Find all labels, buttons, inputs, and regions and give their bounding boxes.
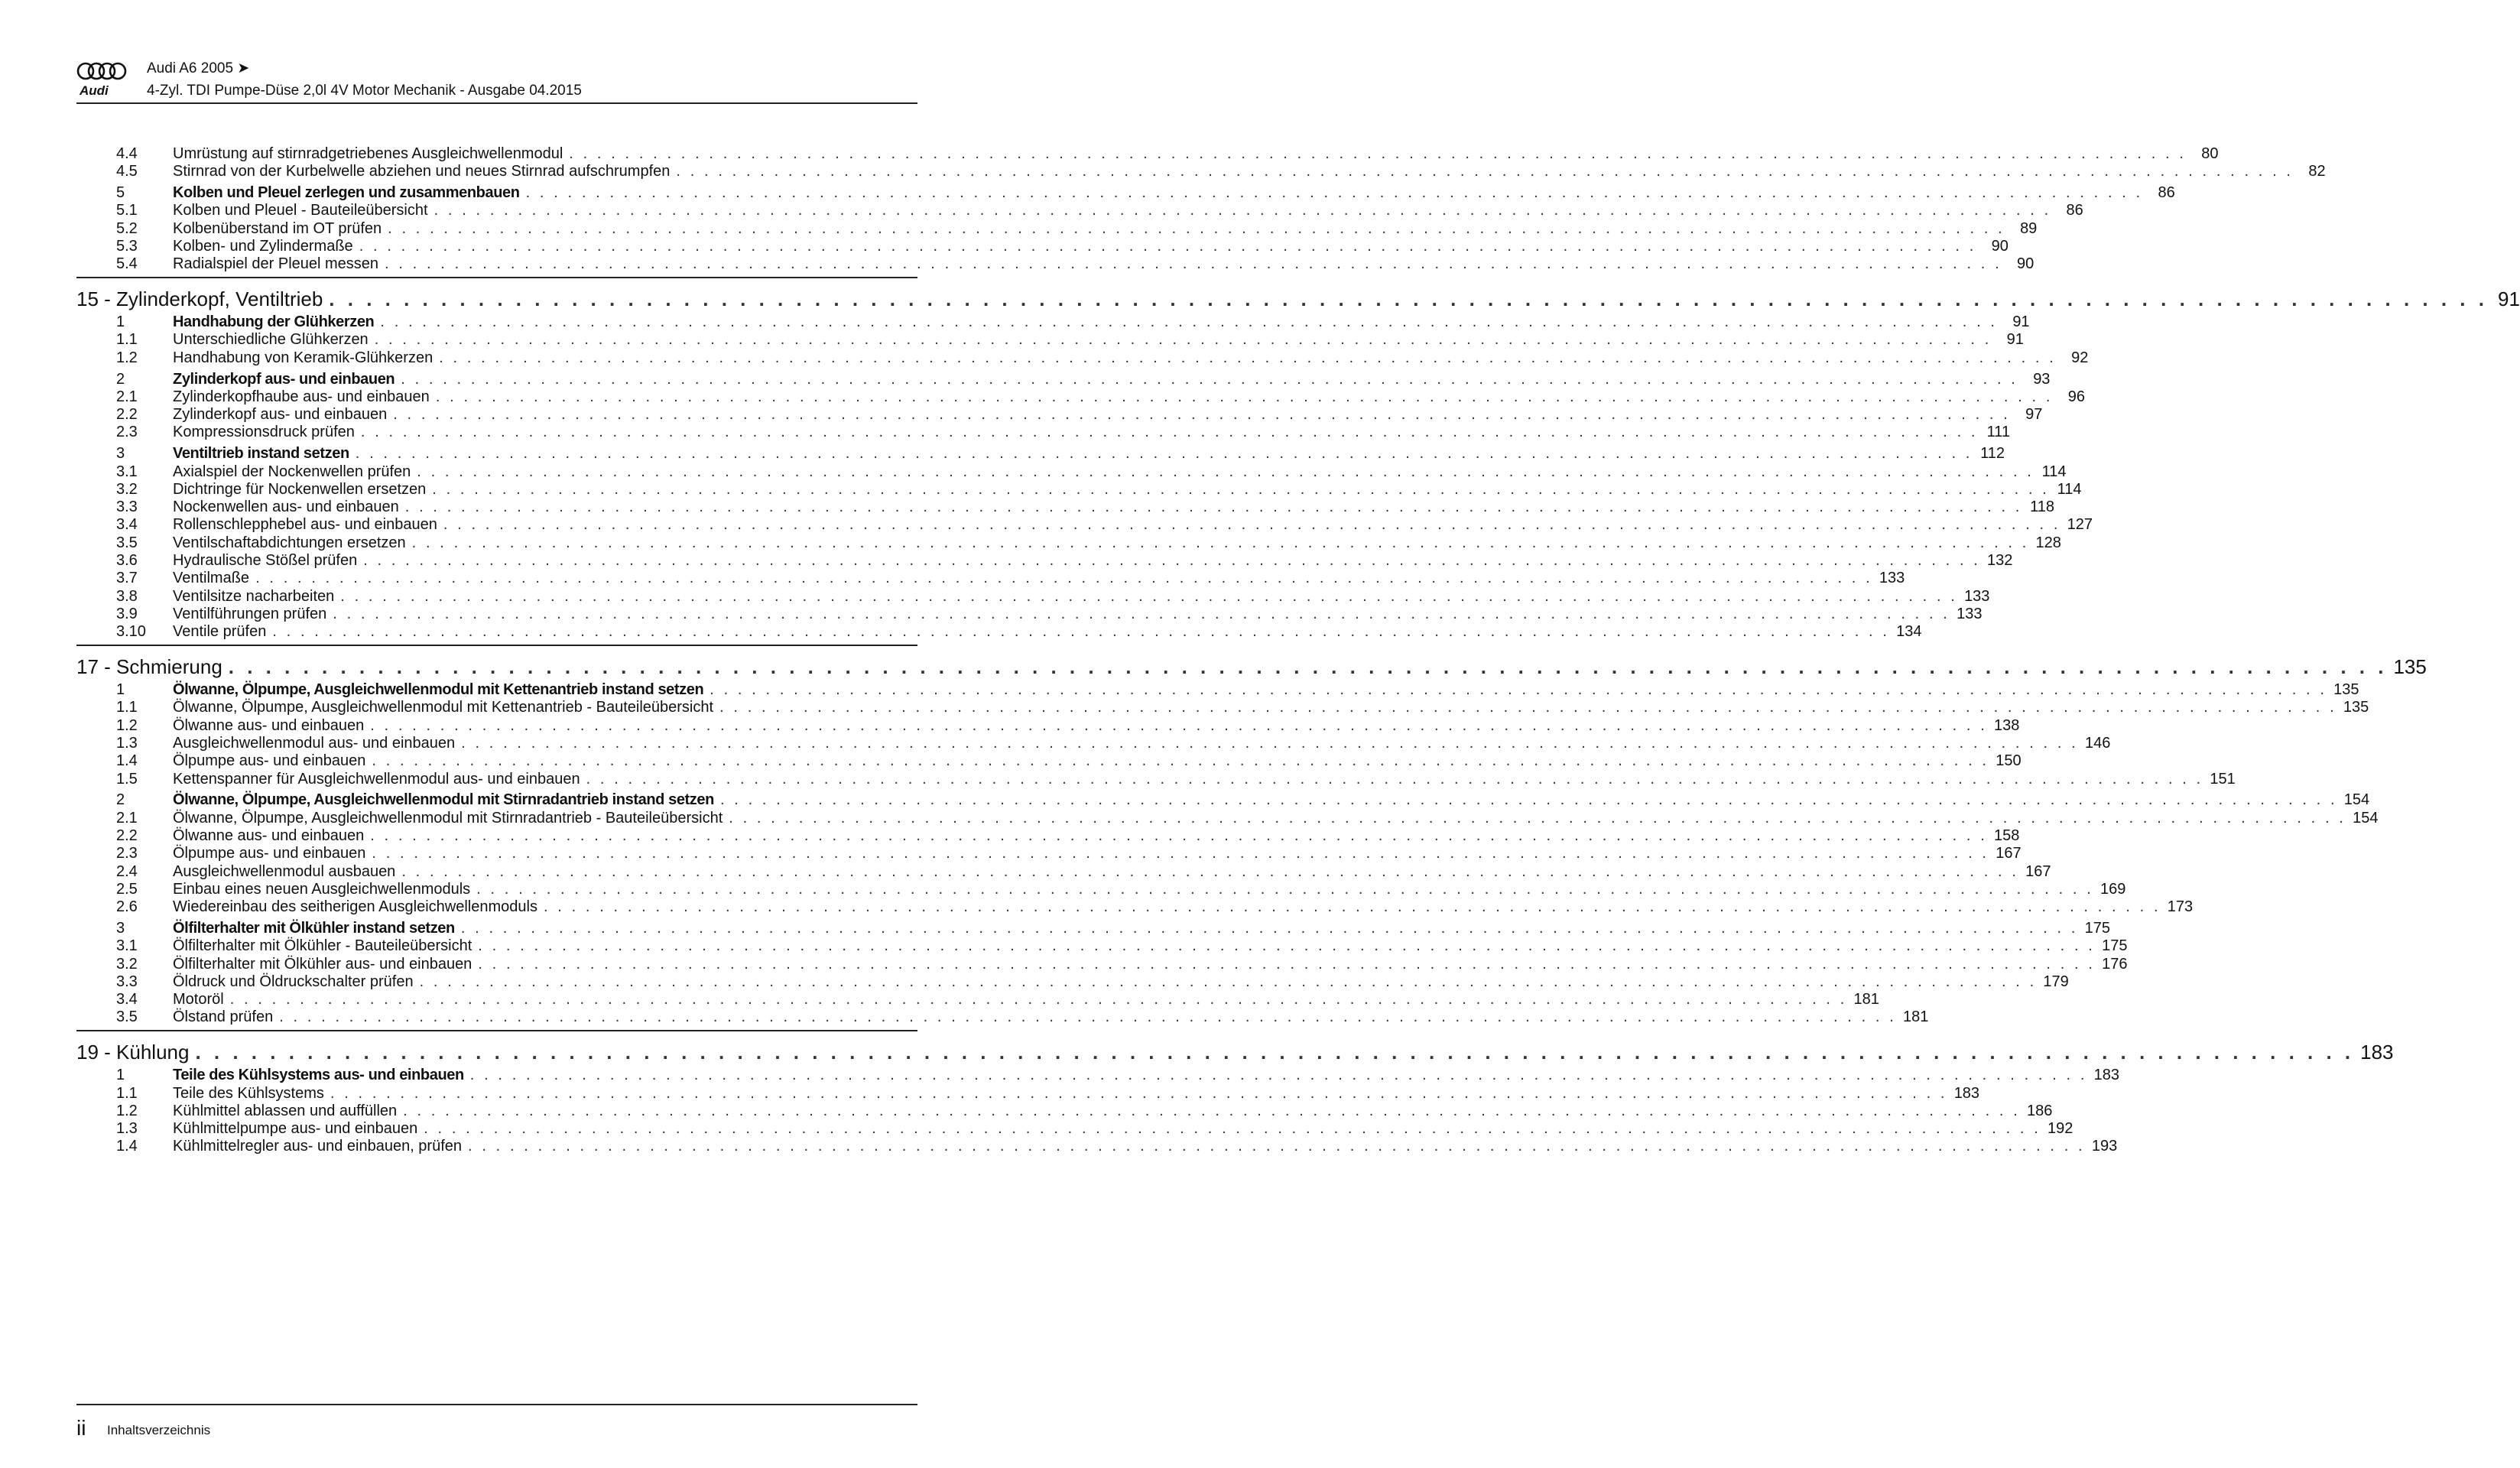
toc-leader-dots: . . . . . . . . . . . . . . . . . . . . . . . . . . . . . . . . . . . . . . . . . . . . . . . . . . . . . . . . . . . . . . . . . . . . . . . . . . . . . . . . . . . . . . . . . . . . . . . . . . . . . . . . . . . . . . . . . . . .	[478, 955, 2096, 973]
toc-page-number: 90	[1991, 238, 2009, 255]
toc-leader-dots: . . . . . . . . . . . . . . . . . . . . . . . . . . . . . . . . . . . . . . . . . . . . . . . . . . . . . . . . . . . . . . . . . . . . . . . . . . . . . . . . . . . . . . . . . . . . . . . . . . . . . . . . . . . . . . . . . . . .	[401, 862, 2019, 880]
toc-entry-row[interactable]	[76, 734, 2111, 752]
toc-title: Ölpumpe aus- und einbauen	[173, 845, 366, 862]
toc-page-number: 135	[2333, 681, 2359, 698]
toc-number: 3.7	[116, 570, 138, 587]
toc-title: Ölfilterhalter mit Ölkühler - Bauteileübersicht	[173, 937, 472, 955]
toc-number: 3.3	[116, 973, 138, 990]
toc-page-number: 183	[2360, 1040, 2394, 1064]
toc-page-number: 173	[2167, 898, 2194, 916]
toc-leader-dots: . . . . . . . . . . . . . . . . . . . . . . . . . . . . . . . . . . . . . . . . . . . . . . . . . . . . . . . . . . . . . . . . . . . . . . . . . . . . . . . . . . . . . . . . . . . . . . . . . . . . . . . . . . . . . . . . . . . .	[478, 937, 2096, 955]
toc-page-number: 181	[1903, 1008, 1929, 1026]
toc-title: Zylinderkopf, Ventiltrieb	[116, 287, 323, 310]
toc-leader-dots: . . . . . . . . . . . . . . . . . . . . . . . . . . . . . . . . . . . . . . . . . . . . . . . . . . . . . . . . . . . . . . . . . . . . . . . . . . . . . . . . . . . . . . . . . . . . . . . . . . . . . . . . . . . . . . . . . . . .	[333, 605, 1950, 622]
toc-title: Ölwanne, Ölpumpe, Ausgleichwellenmodul mit Stirnradantrieb - Bauteileübersicht	[173, 809, 723, 827]
toc-section-row[interactable]	[76, 919, 2111, 937]
toc-entry-row[interactable]	[76, 480, 2082, 499]
footer-divider	[76, 1404, 917, 1405]
toc-number: 1.2	[116, 1102, 138, 1119]
toc-page-number: 86	[2158, 184, 2175, 202]
toc-entry-row[interactable]	[76, 955, 2128, 973]
toc-leader-dots: . . . . . . . . . . . . . . . . . . . . . . . . . . . . . . . . . . . . . . . . . . . . . . . . . . . . . . . . . . . . . . . . . . . . . . . . . . . . . . . . . . . . . . . . . . . . . . . . . . . . . . . . . . . . . . . . . . . .	[272, 623, 1890, 641]
toc-leader-dots: . . . . . . . . . . . . . . . . . . . . . . . . . . . . . . . . . . . . . . . . . . . . . . . . . . . . . . . . . . . . . . . . . . . . . . . . . . . . . . . . . . . . . . . . . . . . . . . . . . . . . . . . . . . . . . . . . . . .	[525, 184, 2143, 202]
toc-number: 1	[116, 681, 125, 698]
toc-entry-row[interactable]	[76, 238, 2009, 255]
toc-number: 3.4	[116, 516, 138, 534]
toc-page-number: 111	[1986, 424, 2011, 441]
toc-title: Ölwanne aus- und einbauen	[173, 716, 365, 734]
toc-page-number: 90	[2016, 255, 2035, 273]
toc-entry-row[interactable]	[76, 424, 2011, 441]
toc-title: Nockenwellen aus- und einbauen	[173, 499, 399, 516]
toc-title: Umrüstung auf stirnradgetriebenes Ausgleichwellenmodul	[173, 145, 563, 162]
toc-leader-dots: . . . . . . . . . . . . . . . . . . . . . . . . . . . . . . . . . . . . . . . . . . . . . . . . . . . . . . . . . . . . . . . . . . . . . . . . . . . . . . . . . . . . . . . . . . . . . . . . . . . . . . . . . . . . . . . . . . . .	[279, 1008, 1897, 1026]
toc-number: 1.3	[116, 1120, 138, 1138]
toc-leader-dots: . . . . . . . . . . . . . . . . . . . . . . . . . . . . . . . . . . . . . . . . . . . . . . . . . . . . . . . . . . . . . . . . . . . . . . . . . . . . . . . . . . . . . . . . . . . . . . . . . . . . . . . . . . . . . . . . . . . .	[255, 570, 1873, 587]
toc-entry-row[interactable]	[76, 605, 1983, 623]
toc-entry-row[interactable]	[76, 331, 2024, 349]
toc-number: 3.10	[116, 623, 146, 641]
header-manual-subtitle: 4-Zyl. TDI Pumpe-Düse 2,0l 4V Motor Mechanik - Ausgabe 04.2015	[147, 83, 582, 99]
toc-chapter-row[interactable]	[76, 654, 2427, 679]
toc-number: 2.1	[116, 809, 138, 827]
toc-number: 1.2	[116, 349, 138, 366]
toc-number: 1.1	[116, 699, 138, 716]
toc-title: Ventiltrieb instand setzen	[173, 445, 349, 463]
toc-page-number: 86	[2066, 202, 2083, 219]
toc-title: Kühlung	[116, 1040, 190, 1064]
toc-section-row[interactable]	[76, 184, 2175, 202]
toc-title: Ölfilterhalter mit Ölkühler instand setzen	[173, 919, 455, 937]
toc-page-number: 135	[2393, 654, 2427, 678]
toc-page-number: 169	[2099, 880, 2126, 898]
toc-number: 4.5	[116, 163, 138, 180]
toc-title: Ventile prüfen	[173, 623, 267, 641]
toc-leader-dots: . . . . . . . . . . . . . . . . . . . . . . . . . . . . . . . . . . . . . . . . . . . . . . . . . . . . . . . . . . . . . . . . . . . . . . . . . . . . . . . . . . . . . . . . . . . . . . . . . . . . . . . . . . . . . . . . . . . .	[710, 681, 2327, 698]
toc-entry-row[interactable]	[76, 463, 2067, 481]
toc-number: 2	[116, 791, 125, 809]
toc-page-number: 134	[1896, 623, 1922, 641]
toc-number: 5	[116, 184, 125, 202]
toc-page-number: 146	[2084, 734, 2111, 752]
toc-number: 2.5	[116, 880, 138, 898]
toc-leader-dots: . . . . . . . . . . . . . . . . . . . . . . . . . . . . . . . . . . . . . . . . . . . . . . . . . . . . . . . . . . . . . . . . . . . . . . . . . . . . . . . . . . . . . . . . . . . . . . . . . . . . . . . . . . . . . . . . . . . .	[468, 1138, 2086, 1155]
page-header	[76, 60, 917, 102]
toc-number: 1	[116, 1067, 125, 1084]
toc-number: 3.2	[116, 955, 138, 973]
toc-entry-row[interactable]	[76, 163, 2326, 180]
toc-page-number: 112	[1980, 445, 2005, 463]
footer-label: Inhaltsverzeichnis	[107, 1423, 211, 1437]
toc-title: Ölwanne, Ölpumpe, Ausgleichwellenmodul mit Kettenantrieb instand setzen	[173, 681, 704, 698]
toc-title: Axialspiel der Nockenwellen prüfen	[173, 463, 411, 480]
toc-leader-dots: . . . . . . . . . . . . . . . . . . . . . . . . . . . . . . . . . . . . . . . . . . . . . . . . . . . . . . . . . . . . . . . . . . . . . . . . . . . . . . . . . . . . . . . . . . . . . . . . . . . . . . . . . . . . . . . . . . . .	[719, 791, 2338, 809]
toc-number: 1.4	[116, 752, 138, 770]
toc-page-number: 151	[2210, 770, 2236, 788]
toc-entry-row[interactable]	[76, 898, 2194, 916]
toc-number: 2.4	[116, 862, 138, 880]
toc-number: 2.2	[116, 827, 138, 844]
toc-page-number: 91	[2012, 313, 2030, 331]
toc-page-number: 91	[2498, 287, 2520, 310]
toc-leader-dots: . . . . . . . . . . . . . . . . . . . . . . . . . . . . . . . . . . . . . . . . . . . . . . . . . . . . . . . . . . . . . . . . . . . . . . . . . . . . . . . . . . . . . . . . . . . . . . . . . . . . . . . . . . . . . . . . . . . .	[385, 255, 2002, 273]
toc-leader-dots: . . . . . . . . . . . . . . . . . . . . . . . . . . . . . . . . . . . . . . . . . . . . . . . . . . . . . . . . . . . . . . . . . . . . . . . . . . . . . . . . . . . . . . . . . . . . . . . . . . . . . . . . . . . . . . . . . . . .	[569, 145, 2187, 162]
toc-number: 3	[116, 919, 125, 937]
toc-number: 19 -	[76, 1040, 111, 1064]
toc-leader-dots: . . . . . . . . . . . . . . . . . . . . . . . . . . . . . . . . . . . . . . . . . . . . . . . . . . . . . . . . . . . . . . . . . . . . . . . . . . . . . . . . . . . . . . . . . . . . . . . . . . . . . . . . . . . . . . . . . . . .	[388, 219, 2005, 237]
toc-entry-row[interactable]	[76, 752, 2022, 770]
toc-number: 1.1	[116, 1084, 138, 1102]
toc-leader-dots: . . . . . . . . . . . . . . . . . . . . . . . . . . . . . . . . . . . . . . . . . . . . . . . . . . . . . . . . . . . . . . . . . . . . . . . . . . . . . . . . . . . . . . . . . . . . . . . . . . . . . . . . . . . . . . . . . . . .	[195, 1040, 2355, 1064]
toc-number: 2.3	[116, 845, 138, 862]
toc-chapter-row[interactable]	[76, 287, 2520, 311]
toc-section-row[interactable]	[76, 370, 2051, 388]
toc-number: 4.4	[116, 145, 138, 162]
toc-leader-dots: . . . . . . . . . . . . . . . . . . . . . . . . . . . . . . . . . . . . . . . . . . . . . . . . . . . . . . . . . . . . . . . . . . . . . . . . . . . . . . . . . . . . . . . . . . . . . . . . . . . . . . . . . . . . . . . . . . . .	[229, 991, 1847, 1008]
toc-title: Kühlmittelpumpe aus- und einbauen	[173, 1120, 418, 1138]
toc-page-number: 80	[2201, 145, 2219, 162]
toc-title: Ölwanne, Ölpumpe, Ausgleichwellenmodul mit Stirnradantrieb instand setzen	[173, 791, 714, 809]
toc-title: Wiedereinbau des seitherigen Ausgleichwellenmoduls	[173, 898, 537, 916]
toc-title: Ausgleichwellenmodul ausbauen	[173, 862, 396, 880]
toc-title: Hydraulische Stößel prüfen	[173, 552, 358, 569]
toc-leader-dots: . . . . . . . . . . . . . . . . . . . . . . . . . . . . . . . . . . . . . . . . . . . . . . . . . . . . . . . . . . . . . . . . . . . . . . . . . . . . . . . . . . . . . . . . . . . . . . . . . . . . . . . . . . . . . . . . . . . .	[401, 370, 2018, 388]
toc-title: Ventilführungen prüfen	[173, 605, 327, 622]
toc-page-number: 118	[2030, 499, 2054, 516]
header-divider	[76, 102, 917, 104]
toc-entry-row[interactable]	[76, 552, 2013, 570]
toc-title: Teile des Kühlsystems	[173, 1084, 324, 1102]
toc-number: 2.6	[116, 898, 138, 916]
toc-entry-row[interactable]	[76, 991, 1879, 1008]
toc-page-number: 192	[2048, 1120, 2073, 1138]
toc-entry-row[interactable]	[76, 809, 2379, 827]
toc-entry-row[interactable]	[76, 880, 2126, 898]
toc-number: 2.3	[116, 424, 138, 441]
toc-leader-dots: . . . . . . . . . . . . . . . . . . . . . . . . . . . . . . . . . . . . . . . . . . . . . . . . . . . . . . . . . . . . . . . . . . . . . . . . . . . . . . . . . . . . . . . . . . . . . . . . . . . . . . . . . . . . . . . . . . . .	[460, 919, 2079, 937]
toc-leader-dots: . . . . . . . . . . . . . . . . . . . . . . . . . . . . . . . . . . . . . . . . . . . . . . . . . . . . . . . . . . . . . . . . . . . . . . . . . . . . . . . . . . . . . . . . . . . . . . . . . . . . . . . . . . . . . . . . . . . .	[363, 552, 1981, 569]
toc-leader-dots: . . . . . . . . . . . . . . . . . . . . . . . . . . . . . . . . . . . . . . . . . . . . . . . . . . . . . . . . . . . . . . . . . . . . . . . . . . . . . . . . . . . . . . . . . . . . . . . . . . . . . . . . . . . . . . . . . . . .	[434, 202, 2051, 219]
toc-leader-dots: . . . . . . . . . . . . . . . . . . . . . . . . . . . . . . . . . . . . . . . . . . . . . . . . . . . . . . . . . . . . . . . . . . . . . . . . . . . . . . . . . . . . . . . . . . . . . . . . . . . . . . . . . . . . . . . . . . . .	[380, 313, 1998, 331]
toc-leader-dots: . . . . . . . . . . . . . . . . . . . . . . . . . . . . . . . . . . . . . . . . . . . . . . . . . . . . . . . . . . . . . . . . . . . . . . . . . . . . . . . . . . . . . . . . . . . . . . . . . . . . . . . . . . . . . . . . . . . .	[372, 752, 1989, 770]
toc-entry-row[interactable]	[76, 699, 2369, 716]
toc-page-number: 193	[2091, 1138, 2118, 1155]
toc-number: 3.9	[116, 605, 138, 622]
toc-title: Zylinderkopf aus- und einbauen	[173, 370, 395, 388]
toc-title: Kolbenüberstand im OT prüfen	[173, 219, 382, 237]
toc-entry-row[interactable]	[76, 973, 2069, 991]
toc-number: 1.2	[116, 716, 138, 734]
toc-number: 3.1	[116, 937, 138, 955]
footer-page-number: ii	[76, 1416, 86, 1440]
toc-entry-row[interactable]	[76, 534, 2061, 552]
toc-number: 2.2	[116, 406, 138, 424]
toc-title: Unterschiedliche Glühkerzen	[173, 331, 369, 349]
toc-number: 1.1	[116, 331, 138, 349]
toc-page-number: 175	[2084, 919, 2111, 937]
toc-leader-dots: . . . . . . . . . . . . . . . . . . . . . . . . . . . . . . . . . . . . . . . . . . . . . . . . . . . . . . . . . . . . . . . . . . . . . . . . . . . . . . . . . . . . . . . . . . . . . . . . . . . . . . . . . . . . . . . . . . . .	[374, 331, 1992, 349]
svg-text:Audi: Audi	[80, 83, 109, 98]
toc-number: 3.2	[116, 480, 138, 498]
toc-number: 3.6	[116, 552, 138, 569]
toc-title: Stirnrad von der Kurbelwelle abziehen und neues Stirnrad aufschrumpfen	[173, 163, 671, 180]
toc-entry-row[interactable]	[76, 570, 1905, 587]
toc-leader-dots: . . . . . . . . . . . . . . . . . . . . . . . . . . . . . . . . . . . . . . . . . . . . . . . . . . . . . . . . . . . . . . . . . . . . . . . . . . . . . . . . . . . . . . . . . . . . . . . . . . . . . . . . . . . . . . . . . . . .	[419, 973, 2037, 990]
toc-section-row[interactable]	[76, 445, 2005, 463]
toc-number: 5.1	[116, 202, 138, 219]
toc-entry-row[interactable]	[76, 1120, 2073, 1138]
toc-entry-row[interactable]	[76, 219, 2038, 238]
toc-leader-dots: . . . . . . . . . . . . . . . . . . . . . . . . . . . . . . . . . . . . . . . . . . . . . . . . . . . . . . . . . . . . . . . . . . . . . . . . . . . . . . . . . . . . . . . . . . . . . . . . . . . . . . . . . . . . . . . . . . . .	[543, 898, 2161, 916]
toc-page-number: 92	[2071, 349, 2089, 366]
toc-chapter-row[interactable]	[76, 1040, 2394, 1064]
toc-number: 2	[116, 370, 125, 388]
toc-title: Kühlmittelregler aus- und einbauen, prüfen	[173, 1138, 463, 1155]
toc-page-number: 114	[2057, 480, 2082, 498]
toc-page-number: 127	[2067, 516, 2093, 534]
toc-title: Ölstand prüfen	[173, 1008, 274, 1026]
toc-title: Schmierung	[116, 654, 222, 678]
toc-page-number: 133	[1957, 605, 1983, 622]
toc-leader-dots: . . . . . . . . . . . . . . . . . . . . . . . . . . . . . . . . . . . . . . . . . . . . . . . . . . . . . . . . . . . . . . . . . . . . . . . . . . . . . . . . . . . . . . . . . . . . . . . . . . . . . . . . . . . . . . . . . . . .	[228, 654, 2388, 678]
toc-leader-dots: . . . . . . . . . . . . . . . . . . . . . . . . . . . . . . . . . . . . . . . . . . . . . . . . . . . . . . . . . . . . . . . . . . . . . . . . . . . . . . . . . . . . . . . . . . . . . . . . . . . . . . . . . . . . . . . . . . . .	[329, 287, 2488, 310]
toc-entry-row[interactable]	[76, 255, 2035, 273]
toc-entry-row[interactable]	[76, 770, 2236, 788]
toc-page-number: 96	[2067, 388, 2085, 405]
toc-page-number: 150	[1996, 752, 2022, 770]
toc-title: Rollenschlepphebel aus- und einbauen	[173, 516, 437, 534]
toc-title: Ventilsitze nacharbeiten	[173, 587, 335, 605]
toc-entry-row[interactable]	[76, 349, 2089, 367]
toc-entry-row[interactable]	[76, 516, 2093, 534]
toc-leader-dots: . . . . . . . . . . . . . . . . . . . . . . . . . . . . . . . . . . . . . . . . . . . . . . . . . . . . . . . . . . . . . . . . . . . . . . . . . . . . . . . . . . . . . . . . . . . . . . . . . . . . . . . . . . . . . . . . . . . .	[719, 699, 2337, 716]
toc-entry-row[interactable]	[76, 1084, 1980, 1103]
toc-title: Zylinderkopfhaube aus- und einbauen	[173, 388, 430, 405]
toc-leader-dots: . . . . . . . . . . . . . . . . . . . . . . . . . . . . . . . . . . . . . . . . . . . . . . . . . . . . . . . . . . . . . . . . . . . . . . . . . . . . . . . . . . . . . . . . . . . . . . . . . . . . . . . . . . . . . . . . . . . .	[586, 770, 2203, 788]
toc-entry-row[interactable]	[76, 862, 2051, 881]
toc-section-row[interactable]	[76, 791, 2370, 809]
toc-number: 15 -	[76, 287, 111, 310]
toc-title: Ölfilterhalter mit Ölkühler aus- und einbauen	[173, 955, 472, 973]
toc-leader-dots: . . . . . . . . . . . . . . . . . . . . . . . . . . . . . . . . . . . . . . . . . . . . . . . . . . . . . . . . . . . . . . . . . . . . . . . . . . . . . . . . . . . . . . . . . . . . . . . . . . . . . . . . . . . . . . . . . . . .	[432, 480, 2050, 498]
toc-leader-dots: . . . . . . . . . . . . . . . . . . . . . . . . . . . . . . . . . . . . . . . . . . . . . . . . . . . . . . . . . . . . . . . . . . . . . . . . . . . . . . . . . . . . . . . . . . . . . . . . . . . . . . . . . . . . . . . . . . . .	[370, 827, 1988, 844]
toc-number: 1.4	[116, 1138, 138, 1155]
toc-number: 5.4	[116, 255, 138, 273]
toc-leader-dots: . . . . . . . . . . . . . . . . . . . . . . . . . . . . . . . . . . . . . . . . . . . . . . . . . . . . . . . . . . . . . . . . . . . . . . . . . . . . . . . . . . . . . . . . . . . . . . . . . . . . . . . . . . . . . . . . . . . .	[372, 845, 1989, 862]
toc-title: Kolben- und Zylindermaße	[173, 238, 353, 255]
toc-title: Motoröl	[173, 991, 224, 1008]
toc-entry-row[interactable]	[76, 827, 2020, 845]
toc-page-number: 183	[2093, 1067, 2119, 1084]
toc-number: 3.5	[116, 534, 138, 551]
toc-leader-dots: . . . . . . . . . . . . . . . . . . . . . . . . . . . . . . . . . . . . . . . . . . . . . . . . . . . . . . . . . . . . . . . . . . . . . . . . . . . . . . . . . . . . . . . . . . . . . . . . . . . . . . . . . . . . . . . . . . . .	[439, 349, 2057, 366]
toc-section-row[interactable]	[76, 313, 2030, 331]
toc-entry-row[interactable]	[76, 145, 2219, 163]
toc-leader-dots: . . . . . . . . . . . . . . . . . . . . . . . . . . . . . . . . . . . . . . . . . . . . . . . . . . . . . . . . . . . . . . . . . . . . . . . . . . . . . . . . . . . . . . . . . . . . . . . . . . . . . . . . . . . . . . . . . . . .	[340, 587, 1958, 605]
toc-number: 5.2	[116, 219, 138, 237]
toc-page-number: 175	[2102, 937, 2128, 955]
toc-title: Ölwanne aus- und einbauen	[173, 827, 365, 844]
toc-page-number: 133	[1964, 587, 1990, 605]
toc-page-number: 97	[2025, 406, 2043, 424]
toc-leader-dots: . . . . . . . . . . . . . . . . . . . . . . . . . . . . . . . . . . . . . . . . . . . . . . . . . . . . . . . . . . . . . . . . . . . . . . . . . . . . . . . . . . . . . . . . . . . . . . . . . . . . . . . . . . . . . . . . . . . .	[360, 424, 1979, 441]
toc-leader-dots: . . . . . . . . . . . . . . . . . . . . . . . . . . . . . . . . . . . . . . . . . . . . . . . . . . . . . . . . . . . . . . . . . . . . . . . . . . . . . . . . . . . . . . . . . . . . . . . . . . . . . . . . . . . . . . . . . . . .	[461, 734, 2079, 752]
toc-page-number: 89	[2020, 219, 2038, 237]
toc-number: 1	[116, 313, 125, 331]
toc-entry-row[interactable]	[76, 623, 1922, 641]
toc-title: Ventilschaftabdichtungen ersetzen	[173, 534, 406, 551]
toc-leader-dots: . . . . . . . . . . . . . . . . . . . . . . . . . . . . . . . . . . . . . . . . . . . . . . . . . . . . . . . . . . . . . . . . . . . . . . . . . . . . . . . . . . . . . . . . . . . . . . . . . . . . . . . . . . . . . . . . . . . .	[435, 388, 2053, 405]
toc-page-number: 181	[1853, 991, 1879, 1008]
toc-page-number: 135	[2343, 699, 2369, 716]
chapter-divider	[76, 645, 917, 646]
toc-page-number: 93	[2033, 370, 2051, 388]
toc-leader-dots: . . . . . . . . . . . . . . . . . . . . . . . . . . . . . . . . . . . . . . . . . . . . . . . . . . . . . . . . . . . . . . . . . . . . . . . . . . . . . . . . . . . . . . . . . . . . . . . . . . . . . . . . . . . . . . . . . . . .	[393, 406, 2011, 424]
toc-title: Ölwanne, Ölpumpe, Ausgleichwellenmodul mit Kettenantrieb - Bauteileübersicht	[173, 699, 714, 716]
toc-title: Kühlmittel ablassen und auffüllen	[173, 1102, 398, 1119]
chapter-divider	[76, 1030, 917, 1031]
toc-number: 1.5	[116, 770, 138, 788]
toc-page-number: 158	[1994, 827, 2020, 844]
toc-entry-row[interactable]	[76, 1102, 2053, 1120]
chapter-divider	[76, 277, 917, 278]
toc-page-number: 138	[1994, 716, 2020, 734]
toc-page-number: 91	[2006, 331, 2024, 349]
toc-number: 5.3	[116, 238, 138, 255]
toc-title: Handhabung von Keramik-Glühkerzen	[173, 349, 434, 366]
toc-title: Radialspiel der Pleuel messen	[173, 255, 379, 273]
toc-title: Kolben und Pleuel - Bauteileübersicht	[173, 202, 428, 219]
toc-leader-dots: . . . . . . . . . . . . . . . . . . . . . . . . . . . . . . . . . . . . . . . . . . . . . . . . . . . . . . . . . . . . . . . . . . . . . . . . . . . . . . . . . . . . . . . . . . . . . . . . . . . . . . . . . . . . . . . . . . . .	[469, 1067, 2087, 1084]
toc-page-number: 114	[2041, 463, 2067, 480]
toc-leader-dots: . . . . . . . . . . . . . . . . . . . . . . . . . . . . . . . . . . . . . . . . . . . . . . . . . . . . . . . . . . . . . . . . . . . . . . . . . . . . . . . . . . . . . . . . . . . . . . . . . . . . . . . . . . . . . . . . . . . .	[359, 238, 1976, 255]
toc-leader-dots: . . . . . . . . . . . . . . . . . . . . . . . . . . . . . . . . . . . . . . . . . . . . . . . . . . . . . . . . . . . . . . . . . . . . . . . . . . . . . . . . . . . . . . . . . . . . . . . . . . . . . . . . . . . . . . . . . . . .	[417, 463, 2035, 480]
toc-entry-row[interactable]	[76, 406, 2043, 424]
toc-entry-row[interactable]	[76, 716, 2020, 735]
toc-page-number: 154	[2353, 809, 2379, 827]
toc-title: Teile des Kühlsystems aus- und einbauen	[173, 1067, 464, 1084]
toc-number: 3.3	[116, 499, 138, 516]
toc-leader-dots: . . . . . . . . . . . . . . . . . . . . . . . . . . . . . . . . . . . . . . . . . . . . . . . . . . . . . . . . . . . . . . . . . . . . . . . . . . . . . . . . . . . . . . . . . . . . . . . . . . . . . . . . . . . . . . . . . . . .	[403, 1102, 2021, 1119]
toc-leader-dots: . . . . . . . . . . . . . . . . . . . . . . . . . . . . . . . . . . . . . . . . . . . . . . . . . . . . . . . . . . . . . . . . . . . . . . . . . . . . . . . . . . . . . . . . . . . . . . . . . . . . . . . . . . . . . . . . . . . .	[424, 1120, 2041, 1138]
audi-logo	[76, 61, 130, 99]
toc-section-row[interactable]	[76, 1067, 2119, 1084]
toc-entry-row[interactable]	[76, 587, 1990, 606]
toc-leader-dots: . . . . . . . . . . . . . . . . . . . . . . . . . . . . . . . . . . . . . . . . . . . . . . . . . . . . . . . . . . . . . . . . . . . . . . . . . . . . . . . . . . . . . . . . . . . . . . . . . . . . . . . . . . . . . . . . . . . .	[411, 534, 2029, 551]
toc-entry-row[interactable]	[76, 1008, 1929, 1026]
toc-title: Ventilmaße	[173, 570, 250, 587]
toc-title: Zylinderkopf aus- und einbauen	[173, 406, 388, 424]
toc-entry-row[interactable]	[76, 202, 2083, 219]
toc-title: Kompressionsdruck prüfen	[173, 424, 355, 441]
toc-page-number: 183	[1953, 1084, 1980, 1102]
toc-section-row[interactable]	[76, 681, 2359, 699]
toc-entry-row[interactable]	[76, 937, 2128, 955]
toc-entry-row[interactable]	[76, 845, 2022, 862]
toc-number: 3.5	[116, 1008, 138, 1026]
toc-leader-dots: . . . . . . . . . . . . . . . . . . . . . . . . . . . . . . . . . . . . . . . . . . . . . . . . . . . . . . . . . . . . . . . . . . . . . . . . . . . . . . . . . . . . . . . . . . . . . . . . . . . . . . . . . . . . . . . . . . . .	[404, 499, 2022, 516]
toc-page-number: 128	[2035, 534, 2061, 551]
toc-leader-dots: . . . . . . . . . . . . . . . . . . . . . . . . . . . . . . . . . . . . . . . . . . . . . . . . . . . . . . . . . . . . . . . . . . . . . . . . . . . . . . . . . . . . . . . . . . . . . . . . . . . . . . . . . . . . . . . . . . . .	[355, 445, 1973, 463]
toc-title: Handhabung der Glühkerzen	[173, 313, 375, 331]
toc-number: 3.4	[116, 991, 138, 1008]
toc-leader-dots: . . . . . . . . . . . . . . . . . . . . . . . . . . . . . . . . . . . . . . . . . . . . . . . . . . . . . . . . . . . . . . . . . . . . . . . . . . . . . . . . . . . . . . . . . . . . . . . . . . . . . . . . . . . . . . . . . . . .	[729, 809, 2346, 827]
toc-number: 3.1	[116, 463, 138, 480]
toc-title: Dichtringe für Nockenwellen ersetzen	[173, 480, 427, 498]
toc-page-number: 132	[1987, 552, 2013, 569]
toc-title: Ausgleichwellenmodul aus- und einbauen	[173, 734, 456, 752]
toc-leader-dots: . . . . . . . . . . . . . . . . . . . . . . . . . . . . . . . . . . . . . . . . . . . . . . . . . . . . . . . . . . . . . . . . . . . . . . . . . . . . . . . . . . . . . . . . . . . . . . . . . . . . . . . . . . . . . . . . . . . .	[476, 880, 2094, 898]
toc-entry-row[interactable]	[76, 1138, 2118, 1155]
toc-title: Kettenspanner für Ausgleichwellenmodul aus- und einbauen	[173, 770, 580, 788]
toc-number: 1.3	[116, 734, 138, 752]
toc-title: Einbau eines neuen Ausgleichwellenmoduls	[173, 880, 471, 898]
toc-number: 17 -	[76, 654, 111, 678]
toc-page-number: 82	[2308, 163, 2326, 180]
toc-leader-dots: . . . . . . . . . . . . . . . . . . . . . . . . . . . . . . . . . . . . . . . . . . . . . . . . . . . . . . . . . . . . . . . . . . . . . . . . . . . . . . . . . . . . . . . . . . . . . . . . . . . . . . . . . . . . . . . . . . . .	[676, 163, 2294, 180]
toc-page-number: 179	[2043, 973, 2069, 990]
toc-title: Kolben und Pleuel zerlegen und zusammenbauen	[173, 184, 520, 202]
toc-number: 2.1	[116, 388, 138, 405]
toc-number: 3.8	[116, 587, 138, 605]
toc-page-number: 186	[2026, 1102, 2053, 1119]
toc-entry-row[interactable]	[76, 388, 2085, 406]
toc-page-number: 176	[2102, 955, 2128, 973]
toc-number: 3	[116, 445, 125, 463]
toc-title: Ölpumpe aus- und einbauen	[173, 752, 366, 770]
toc-leader-dots: . . . . . . . . . . . . . . . . . . . . . . . . . . . . . . . . . . . . . . . . . . . . . . . . . . . . . . . . . . . . . . . . . . . . . . . . . . . . . . . . . . . . . . . . . . . . . . . . . . . . . . . . . . . . . . . . . . . .	[443, 516, 2061, 534]
header-model-title: Audi A6 2005 ➤	[147, 60, 250, 76]
toc-page-number: 133	[1879, 570, 1905, 587]
toc-page-number: 167	[1996, 845, 2022, 862]
toc-title: Öldruck und Öldruckschalter prüfen	[173, 973, 414, 990]
toc-entry-row[interactable]	[76, 499, 2054, 516]
toc-page-number: 167	[2025, 862, 2051, 880]
toc-leader-dots: . . . . . . . . . . . . . . . . . . . . . . . . . . . . . . . . . . . . . . . . . . . . . . . . . . . . . . . . . . . . . . . . . . . . . . . . . . . . . . . . . . . . . . . . . . . . . . . . . . . . . . . . . . . . . . . . . . . .	[330, 1084, 1948, 1102]
toc-page-number: 154	[2343, 791, 2370, 809]
toc-leader-dots: . . . . . . . . . . . . . . . . . . . . . . . . . . . . . . . . . . . . . . . . . . . . . . . . . . . . . . . . . . . . . . . . . . . . . . . . . . . . . . . . . . . . . . . . . . . . . . . . . . . . . . . . . . . . . . . . . . . .	[370, 716, 1988, 734]
